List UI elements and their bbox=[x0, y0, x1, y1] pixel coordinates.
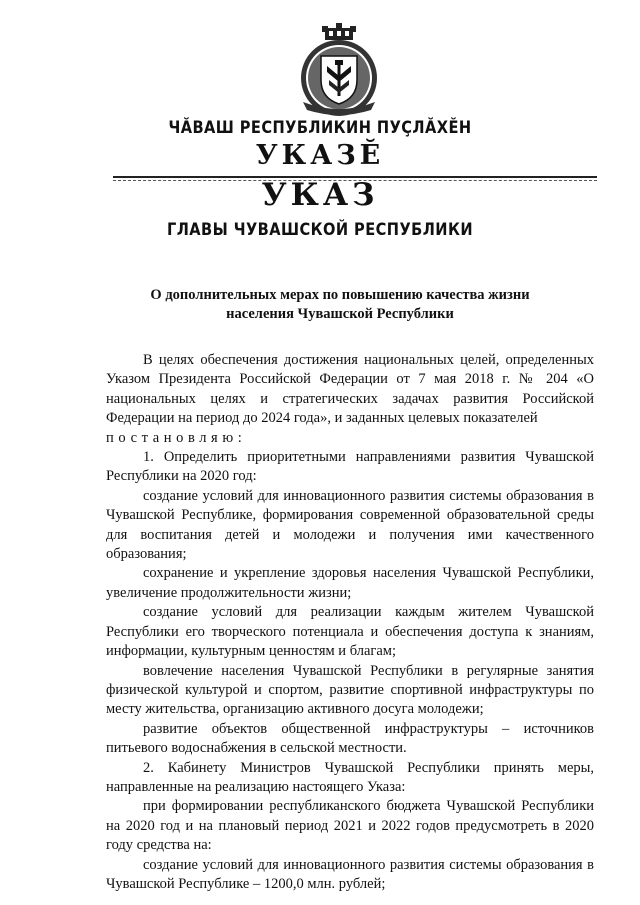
chuvash-decree-title: УКАЗӖ bbox=[255, 140, 385, 171]
clause-2: 2. Кабинету Министров Чувашской Республики принять меры, направленные на реализацию настоящего Указа: bbox=[106, 759, 594, 795]
resolve-word: постановляю: bbox=[106, 429, 247, 446]
clause-2-item-budget: при формировании республиканского бюджета Чувашской Республики на 2020 год и на плановый период 2021 и 2022 годов предусмотреть в 2020 году средства на: bbox=[106, 798, 594, 854]
clause-2-item-education-funds: создание условий для инновационного развития системы образования в Чувашской Республике – 1200,0 млн. рублей; bbox=[106, 856, 594, 892]
russian-decree-title: УКАЗ bbox=[261, 177, 379, 213]
decree-subject bbox=[110, 286, 570, 324]
russian-decree-subtitle: ГЛАВЫ ЧУВАШСКОЙ РЕСПУБЛИКИ bbox=[166, 220, 474, 240]
clause-1-item-water: развитие объектов общественной инфраструктуры – источников питьевого водоснабжения в сельской местности. bbox=[106, 720, 594, 757]
clause-1-item-education: создание условий для инновационного развития системы образования в Чувашской Республике, формирования современной образовательной среды для воспитания детей и молодежи и получения ими качественного образования; bbox=[106, 487, 594, 563]
coat-of-arms-emblem bbox=[291, 22, 387, 118]
preamble-paragraph: В целях обеспечения достижения национальных целей, определенных Указом Президента Российской Федерации от 7 мая 2018 г. № 204 «О национальных целях и стратегических задачах развития Российской Федерации на период до 2024 года», и заданных целевых показателей bbox=[106, 352, 594, 427]
chuvash-header-line: ЧӐВАШ РЕСПУБЛИКИН ПУҪЛӐХӖН bbox=[168, 118, 472, 138]
clause-1: 1. Определить приоритетными направлениями развития Чувашской Республики на 2020 год: bbox=[106, 449, 594, 485]
clause-1-item-sport: вовлечение населения Чувашской Республики в регулярные занятия физической культурой и спортом, развитие спортивной инфраструктуры по месту жительства, организацию активного досуга молодежи; bbox=[106, 662, 594, 718]
subject-line-1: О дополнительных мерах по повышению качества жизни bbox=[150, 287, 530, 303]
clause-1-item-culture: создание условий для реализации каждым жителем Чувашской Республики его творческого потенциала и обеспечения доступа к знаниям, информации, культурным ценностям и благам; bbox=[106, 604, 594, 660]
clause-1-item-health: сохранение и укрепление здоровья населения Чувашской Республики, увеличение продолжительности жизни; bbox=[106, 565, 594, 601]
decree-body bbox=[106, 351, 594, 894]
subject-line-2: населения Чувашской Республики bbox=[226, 306, 454, 322]
